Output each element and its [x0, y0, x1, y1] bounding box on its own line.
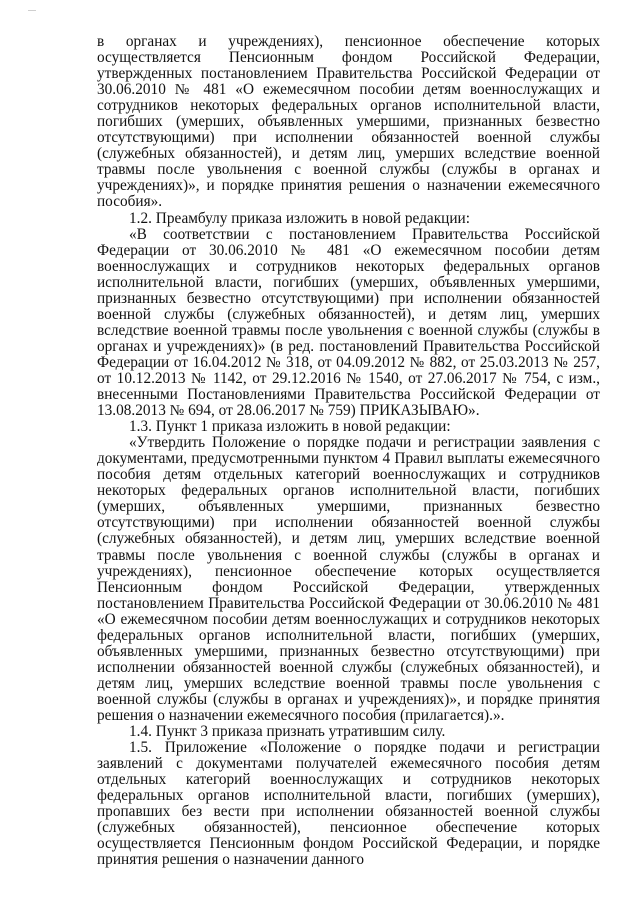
paragraph-item-1-2: 1.2. Преамбулу приказа изложить в новой редакции:: [129, 209, 470, 227]
paragraph-item-1-4: 1.4. Пункт 3 приказа признать утратившим силу.: [129, 723, 446, 741]
document-body: [97, 34, 600, 868]
paragraph-approve: «Утвердить Положение о порядке подачи и регистрации заявления с документами, предусмотренными пунктом 4 Правил выплаты ежемесячного пособия детям отдельных категорий военнослужащих и сотрудников некоторых федеральных органов исполнительной власти, погибших (умерших, объявленных умершими, признанных безвестно отсутствующими) при исполнении обязанностей военной службы (служебных обязанностей), и детям лиц, умерших вследствие военной травмы после увольнения с военной службы (службы в органах и учреждениях), пенсионное обеспечение которых осуществляется Пенсионным фондом Российской Федерации, утвержденных постановлением Правительства Российской Федерации от 30.06.2010 № 481 «О ежемесячном пособии детям военнослужащих и сотрудников некоторых федеральных органов исполнительной власти, погибших (умерших, объявленных умершими, признанных безвестно отсутствующими) при исполнении обязанностей военной службы (служебных обязанностей), и детям лиц, умерших вследствие военной травмы после увольнения с военной службы (службы в органах и учреждениях)», и порядке принятия решения о назначении ежемесячного пособия (прилагается).».: [97, 434, 600, 724]
paragraph-item-1-3: 1.3. Пункт 1 приказа изложить в новой редакции:: [129, 418, 451, 436]
scan-artifact: [28, 10, 36, 11]
paragraph-continuation: в органах и учреждениях), пенсионное обеспечение которых осуществляется Пенсионным фондом Российской Федерации, утвержденных постановлением Правительства Российской Федерации от 30.06.2010 № 481 «О ежемесячном пособии детям военнослужащих и сотрудников некоторых федеральных органов исполнительной власти, погибших (умерших, объявленных умершими, признанных безвестно отсутствующими) при исполнении обязанностей военной службы (служебных обязанностей), и детям лиц, умерших вследствие военной травмы после увольнения с военной службы (службы в органах и учреждениях)», и порядке принятия решения о назначении ежемесячного пособия».: [97, 33, 600, 211]
paragraph-item-1-5: 1.5. Приложение «Положение о порядке подачи и регистрации заявлений с документами получателей ежемесячного пособия детям отдельных категорий военнослужащих и сотрудников некоторых федеральных органов исполнительной власти, погибших (умерших), пропавших без вести при исполнении обязанностей военной службы (служебных обязанностей), пенсионное обеспечение которых осуществляется Пенсионным фондом Российской Федерации, и порядке принятия решения о назначении данного: [97, 739, 600, 869]
paragraph-preamble: «В соответствии с постановлением Правительства Российской Федерации от 30.06.2010 № 481 «О ежемесячном пособии детям военнослужащих и сотрудников некоторых федеральных органов исполнительной власти, погибших (умерших, объявленных умершими, признанных безвестно отсутствующими) при исполнении обязанностей военной службы (служебных обязанностей), и детям лиц, умерших вследствие военной травмы после увольнения с военной службы (службы в органах и учреждениях)» (в ред. постановлений Правительства Российской Федерации от 16.04.2012 № 318, от 04.09.2012 № 882, от 25.03.2013 № 257, от 10.12.2013 № 1142, от 29.12.2016 № 1540, от 27.06.2017 № 754, с изм., внесенными Постановлениями Правительства Российской Федерации от 13.08.2013 № 694, от 28.06.2017 № 759) ПРИКАЗЫВАЮ».: [97, 225, 600, 420]
